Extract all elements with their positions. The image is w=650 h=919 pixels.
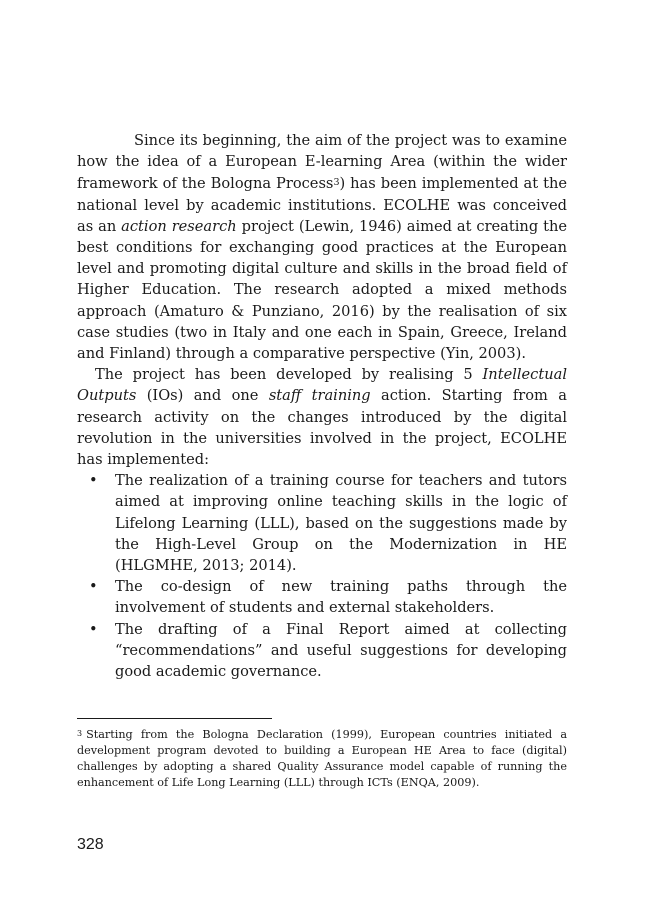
paragraph2-seg2: (IOs) and one: [136, 387, 269, 405]
paragraph-project-development: [77, 364, 567, 470]
body-text: [77, 130, 567, 682]
footnote-divider: [77, 718, 272, 719]
italic-action-research: action research: [121, 217, 237, 235]
bullet-icon: •: [89, 620, 98, 638]
paragraph1-seg1: Since its beginning, the aim of the project was to examine how the idea of a European E-learning Area (within the wider framework of the Bologna Process: [77, 132, 567, 193]
bullet-icon: •: [89, 472, 98, 490]
italic-staff-training: staff training: [268, 387, 371, 405]
paragraph-project-aim: [77, 130, 567, 364]
footnote-text: Starting from the Bologna Declaration (1999), European countries initiated a development program devoted to building a European HE Area to face (digital) challenges by adopting a shared Quality Assurance model capable of running the enhancement of Life Long Learning (LLL) through ICTs (ENQA, 2009).: [77, 728, 567, 789]
bullet-item: [77, 619, 567, 683]
bullet-text: The realization of a training course for teachers and tutors aimed at improving online teaching skills in the logic of Lifelong Learning (LLL), based on the suggestions made by the High-Level Group on the Modernization in HE (HLGMHE, 2013; 2014).: [115, 472, 567, 575]
bullet-icon: •: [89, 578, 98, 596]
paragraph1-seg3: project (Lewin, 1946) aimed at creating the best conditions for exchanging good practices at the European level and promoting digital culture and skills in the broad field of Higher Education. The research adopted a mixed methods approach (Amaturo & Punziano, 2016) by the realisation of six case studies (two in Italy and one each in Spain, Greece, Ireland and Finland) through a comparative perspective (Yin, 2003).: [77, 217, 567, 363]
paragraph2-seg1: The project has been developed by realising 5: [95, 366, 483, 384]
bullet-item: [77, 576, 567, 618]
page-number: 328: [77, 836, 104, 853]
bullet-item: [77, 470, 567, 576]
footnote: [77, 726, 567, 791]
paragraph2-seg3: action. Starting from a research activity on the changes introduced by the digital revolution in the universities involved in the project, ECOLHE has implemented:: [77, 387, 567, 469]
footnote-marker: 3: [77, 729, 83, 738]
bullet-text: The co-design of new training paths through the involvement of students and external stakeholders.: [115, 578, 567, 617]
footnote-reference: 3: [333, 177, 340, 189]
paragraph1-seg2: ) has been implemented at the national level by academic institutions. ECOLHE was conceived as an: [77, 175, 568, 235]
italic-intellectual-outputs: Intellectual Outputs: [77, 366, 567, 405]
bullet-list: [77, 470, 567, 682]
bullet-text: The drafting of a Final Report aimed at collecting “recommendations” and useful suggestions for developing good academic governance.: [115, 620, 567, 681]
